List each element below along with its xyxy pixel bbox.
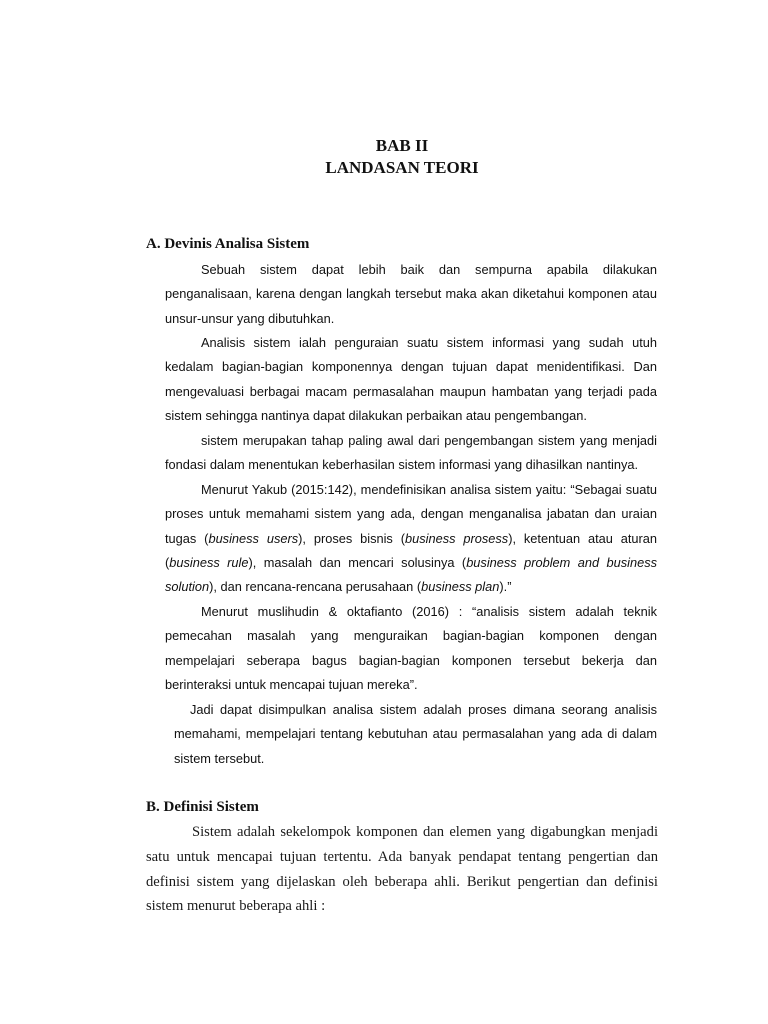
chapter-number: BAB II	[375, 136, 429, 155]
yakub-term-3: business rule	[169, 554, 249, 570]
section-b-paragraph: Sistem adalah sekelompok komponen dan elemen yang digabungkan menjadi satu untuk mencapai tujuan tertentu. Ada banyak pendapat tentang pengertian dan definisi sistem yang dijelaskan oleh beberapa ahli. Berikut pengertian dan definisi sistem menurut beberapa ahli :	[146, 824, 658, 915]
yakub-text-1: Menurut Yakub (2015:142), mendefinisikan analisa sistem yaitu: “Sebagai suatu proses untuk memahami sistem yang ada, dengan menganalisa jabatan dan uraian tugas (	[165, 482, 657, 546]
section-a-paragraph-2: Analisis sistem ialah penguraian suatu sistem informasi yang sudah utuh kedalam bagian-bagian komponennya dengan tujuan dapat menidentifikasi. Dan mengevaluasi berbagai macam permasalahan maupun hambatan yang terjadi pada sistem sehingga nantinya dapat dilakukan perbaikan atau pengembangan.	[165, 335, 657, 423]
section-a-paragraph-3: sistem merupakan tahap paling awal dari pengembangan sistem yang menjadi fondasi dalam menentukan keberhasilan sistem informasi yang dihasilkan nantinya.	[165, 433, 657, 473]
section-a-conclusion: Jadi dapat disimpulkan analisa sistem adalah proses dimana seorang analisis memahami, mempelajari tentang kebutuhan atau permasalahan yang ada di dalam sistem tersebut.	[174, 702, 657, 766]
section-a-paragraph-muslihudin: Menurut muslihudin & oktafianto (2016) : “analisis sistem adalah teknik pemecahan masalah yang menguraikan bagian-bagian komponen dengan mempelajari seberapa bagus bagian-bagian komponen tersebut bekerja dan berinteraksi untuk mencapai tujuan mereka”.	[165, 604, 657, 692]
chapter-title: LANDASAN TEORI	[325, 158, 479, 177]
yakub-term-2: business prosess	[404, 530, 509, 546]
yakub-text-4: ), masalah dan mencari solusinya (	[248, 554, 467, 570]
section-a-heading: A. Devinis Analisa Sistem	[146, 236, 310, 252]
yakub-text-5: ), dan rencana-rencana perusahaan (	[209, 579, 422, 595]
yakub-text-3: ), ketentuan atau aturan (	[165, 530, 658, 570]
yakub-term-4: business problem and business solution	[165, 554, 657, 595]
yakub-text-6: ).”	[499, 579, 512, 595]
section-a-paragraph-1: Sebuah sistem dapat lebih baik dan sempurna apabila dilakukan penganalisaan, karena dengan langkah tersebut maka akan diketahui komponen atau unsur-unsur yang dibutuhkan.	[165, 262, 657, 326]
section-a-paragraph-yakub	[165, 478, 657, 599]
section-b-heading: B. Definisi Sistem	[146, 799, 259, 815]
chapter-heading	[0, 135, 768, 179]
yakub-term-1: business users	[208, 530, 299, 546]
yakub-term-5: business plan	[421, 579, 500, 595]
yakub-text-2: ), proses bisnis (	[298, 530, 405, 546]
